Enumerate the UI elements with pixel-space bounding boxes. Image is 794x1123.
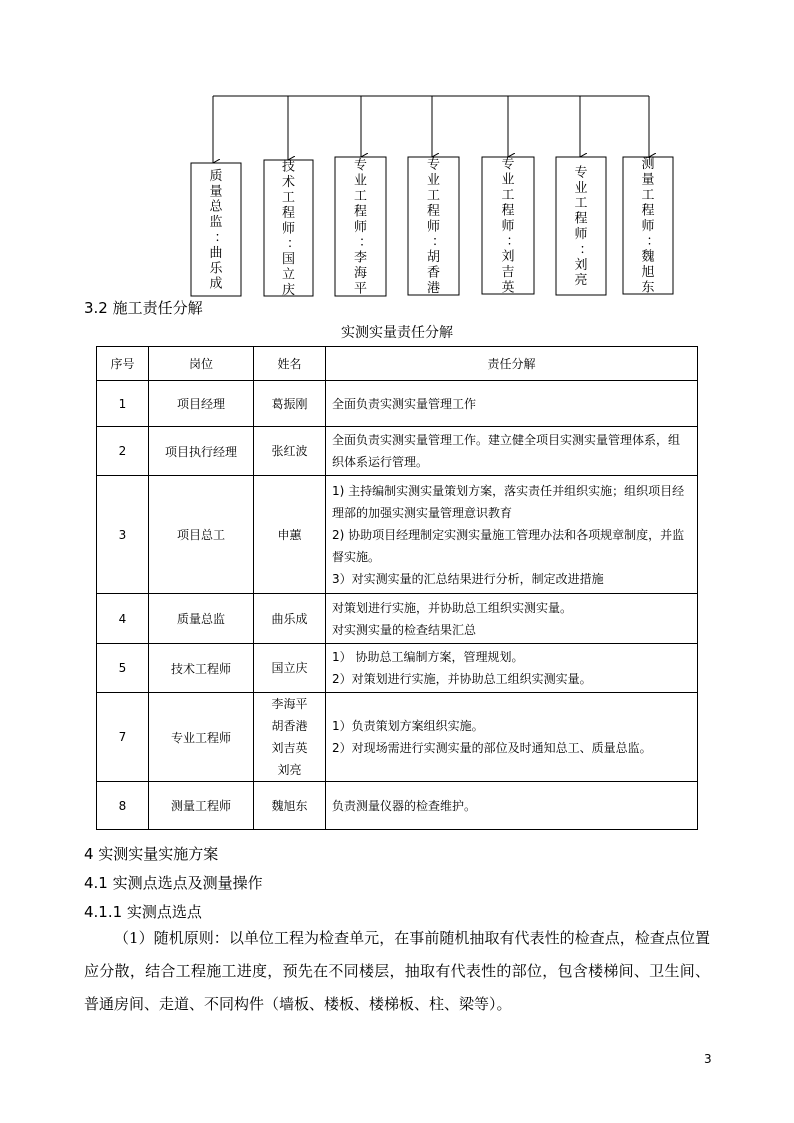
table-row [97, 594, 698, 644]
table-header-row [97, 347, 698, 381]
section-heading-3-2: 3.2 施工责任分解 [84, 299, 203, 317]
cell-duties [326, 381, 698, 427]
duty-line: 负责测量仪器的检查维护。 [332, 798, 477, 813]
cell-post: 项目总工 [149, 476, 254, 594]
header-post: 岗位 [149, 347, 254, 381]
cell-names [254, 476, 326, 594]
cell-names [254, 427, 326, 476]
table-row [97, 782, 698, 830]
cell-post: 测量工程师 [149, 782, 254, 830]
person-name: 魏旭东 [271, 798, 308, 813]
org-chart-box-label: 技术工程师：国立庆 [281, 159, 301, 298]
table-row [97, 381, 698, 427]
duty-line: 对策划进行实施，并协助总工组织实测实量。 [332, 600, 573, 615]
table-caption: 实测实量责任分解 [341, 325, 453, 341]
duty-line: 对实测实量的检查结果汇总 [332, 622, 477, 637]
cell-duties [326, 644, 698, 693]
org-chart [0, 0, 794, 310]
paragraph-random-principle: （1）随机原则：以单位工程为检查单元，在事前随机抽取有代表性的检查点，检查点位置应分散，结合工程施工进度，预先在不同楼层，抽取有代表性的部位，包含楼梯间、卫生间、普通房间、走道、不同构件（墙板、楼板、楼梯板、柱、梁等）。 [84, 929, 710, 1013]
cell-no: 4 [97, 594, 149, 644]
cell-duties [326, 693, 698, 782]
page-number: 3 [704, 1052, 712, 1066]
duty-line: 2) 协助项目经理制定实测实量施工管理办法和各项规章制度，并监督实施。 [332, 527, 685, 564]
table-row [97, 644, 698, 693]
person-name: 张红波 [271, 444, 308, 458]
cell-duties [326, 782, 698, 830]
cell-no: 2 [97, 427, 149, 476]
person-name: 刘亮 [277, 763, 302, 777]
duty-line: 2）对现场需进行实测实量的部位及时通知总工、质量总监。 [332, 741, 652, 755]
cell-no: 8 [97, 782, 149, 830]
cell-names [254, 644, 326, 693]
cell-post: 技术工程师 [149, 644, 254, 693]
duty-line: 1) 主持编制实测实量策划方案，落实责任并组织实施；组织项目经理部的加强实测实量管理意识教育 [332, 483, 685, 520]
cell-post: 专业工程师 [149, 693, 254, 782]
cell-no: 1 [97, 381, 149, 427]
cell-duties [326, 427, 698, 476]
cell-names [254, 594, 326, 644]
person-name: 国立庆 [271, 661, 308, 675]
cell-post: 项目执行经理 [149, 427, 254, 476]
cell-duties [326, 594, 698, 644]
cell-no: 7 [97, 693, 149, 782]
person-name: 刘吉英 [271, 741, 308, 755]
duty-line: 2）对策划进行实施，并协助总工组织实测实量。 [332, 672, 592, 686]
org-chart-box-label: 专业工程师：胡香港 [426, 157, 446, 296]
person-name: 申蕙 [277, 527, 302, 542]
person-name: 曲乐成 [271, 611, 308, 626]
duty-line: 1）负责策划方案组织实施。 [332, 719, 484, 733]
header-name: 姓名 [254, 347, 326, 381]
cell-names [254, 381, 326, 427]
duty-line: 1） 协助总工编制方案，管理规划。 [332, 650, 524, 664]
cell-no: 5 [97, 644, 149, 693]
table-row [97, 476, 698, 594]
org-chart-box-label: 专业工程师：刘亮 [574, 165, 593, 289]
person-name: 葛振刚 [271, 396, 308, 411]
org-chart-box-label: 专业工程师：李海平 [353, 158, 373, 297]
duty-line: 全面负责实测实量管理工作。建立健全项目实测实量管理体系，组织体系运行管理。 [332, 433, 681, 469]
responsibility-table [96, 346, 698, 830]
org-chart-box-label: 质量总监：曲乐成 [209, 168, 228, 292]
section-heading-4: 4 实测实量实施方案 [84, 845, 219, 863]
cell-names [254, 693, 326, 782]
header-duty: 责任分解 [326, 347, 698, 381]
cell-no: 3 [97, 476, 149, 594]
section-heading-4-1: 4.1 实测点选点及测量操作 [84, 874, 263, 892]
section-heading-4-1-1: 4.1.1 实测点选点 [84, 903, 202, 921]
person-name: 李海平 [271, 697, 308, 711]
cell-post: 项目经理 [149, 381, 254, 427]
table-row [97, 427, 698, 476]
org-chart-box-label: 专业工程师：刘吉英 [501, 157, 520, 296]
person-name: 胡香港 [271, 719, 308, 733]
duty-line: 全面负责实测实量管理工作 [332, 396, 477, 411]
org-chart-box-label: 测量工程师：魏旭东 [641, 157, 660, 296]
cell-post: 质量总监 [149, 594, 254, 644]
duty-line: 3）对实测实量的汇总结果进行分析，制定改进措施 [332, 571, 604, 586]
cell-names [254, 782, 326, 830]
cell-duties [326, 476, 698, 594]
table-row [97, 693, 698, 782]
header-no: 序号 [97, 347, 149, 381]
